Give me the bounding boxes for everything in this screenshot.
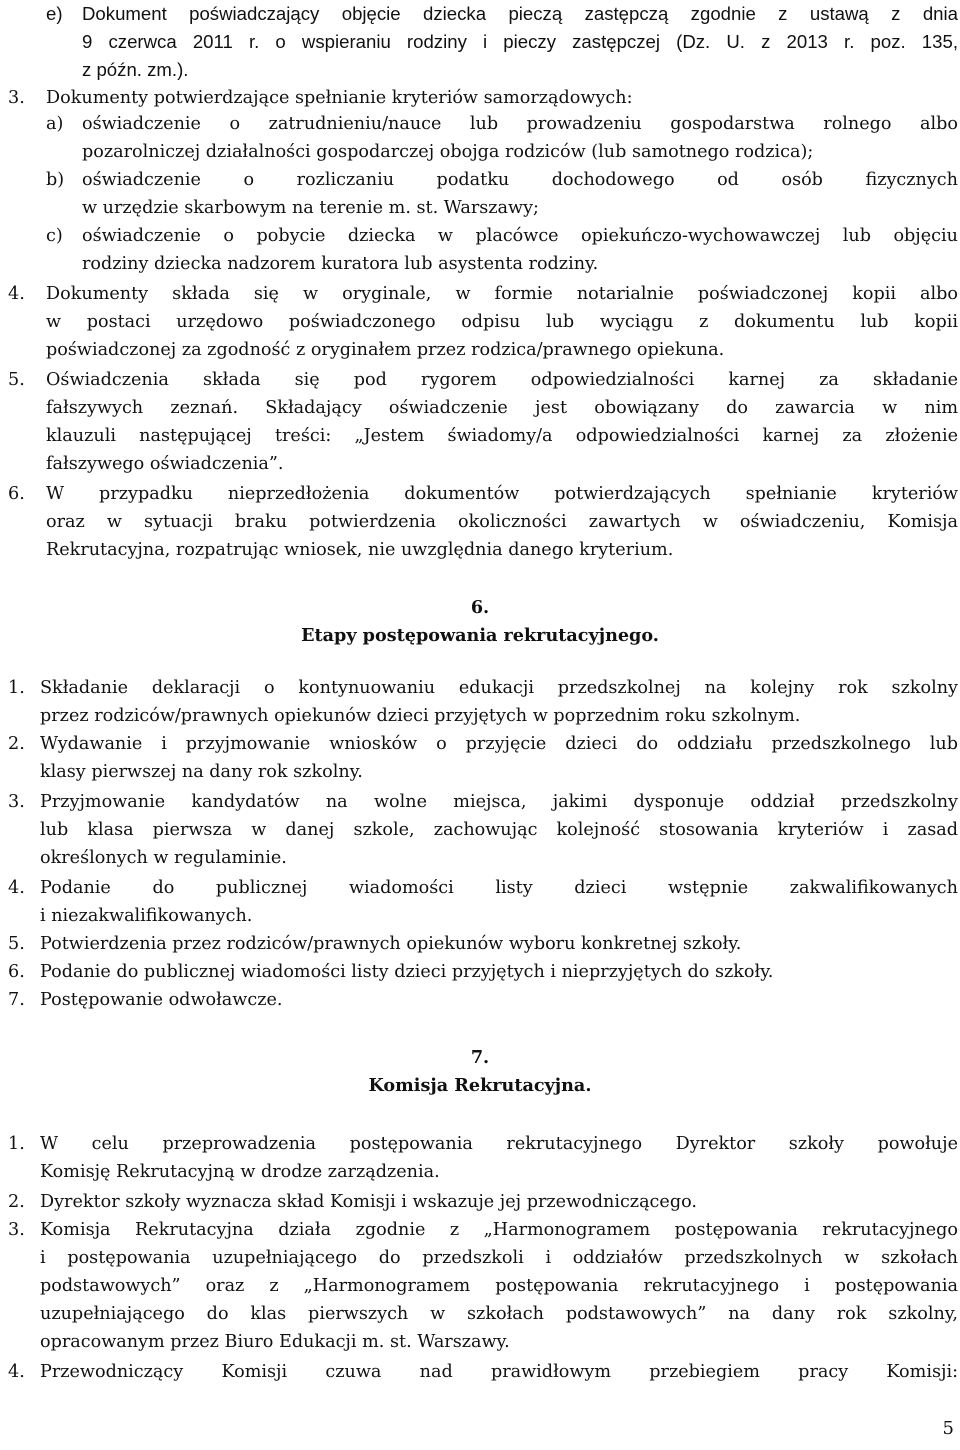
text-line: z późn. zm.).	[82, 59, 189, 80]
text-line: Dokument poświadczający objęcie dziecka pieczą zastępczą zgodnie z ustawą z dnia	[82, 3, 958, 24]
text-line: podstawowych” oraz z „Harmonogramem postępowania rekrutacyjnego i postępowania	[40, 1276, 958, 1296]
list-marker: b)	[46, 170, 65, 190]
list-marker: c)	[46, 226, 63, 246]
list-number: 3.	[8, 792, 25, 812]
text-line: Przyjmowanie kandydatów na wolne miejsca, jakimi dysponuje oddział przedszkolny	[40, 792, 958, 812]
text-line: klauzuli następującej treści: „Jestem świadomy/a odpowiedzialności karnej za złożenie	[46, 426, 958, 446]
paragraph-number: 5.	[8, 370, 25, 390]
text-line: Postępowanie odwoławcze.	[40, 990, 283, 1010]
list-number: 2.	[8, 1192, 25, 1212]
list-marker: e)	[46, 3, 63, 24]
text-line: w urzędzie skarbowym na terenie m. st. Warszawy;	[82, 198, 539, 218]
paragraph-number: 6.	[8, 484, 25, 504]
text-line: Dokumenty składa się w oryginale, w formie notarialnie poświadczonej kopii albo	[46, 284, 958, 304]
text-line: oświadczenie o rozliczaniu podatku dochodowego od osób fizycznych	[82, 170, 958, 190]
list-marker: a)	[46, 114, 64, 134]
text-line: i postępowania uzupełniającego do przedszkoli i oddziałów przedszkolnych w szkołach	[40, 1248, 958, 1268]
list-number: 1.	[8, 1134, 25, 1154]
text-line: pozarolniczej działalności gospodarczej obojga rodziców (lub samotnego rodzica);	[82, 142, 814, 162]
list-number: 4.	[8, 878, 25, 898]
paragraph-number: 3.	[8, 88, 25, 108]
text-line: rodziny dziecka nadzorem kuratora lub asystenta rodziny.	[82, 254, 599, 274]
list-number: 3.	[8, 1220, 25, 1240]
paragraph-number: 4.	[8, 284, 25, 304]
list-number: 5.	[8, 934, 25, 954]
text-line: klasy pierwszej na dany rok szkolny.	[40, 762, 363, 782]
section-title: Etapy postępowania rekrutacyjnego.	[301, 625, 659, 646]
text-line: Rekrutacyjna, rozpatrując wniosek, nie uwzględnia danego kryterium.	[46, 540, 674, 560]
text-line: oświadczenie o pobycie dziecka w placówce opiekuńczo-wychowawczej lub objęciu	[82, 226, 958, 246]
text-line: Potwierdzenia przez rodziców/prawnych opiekunów wyboru konkretnej szkoły.	[40, 934, 742, 954]
text-line: oświadczenie o zatrudnieniu/nauce lub prowadzeniu gospodarstwa rolnego albo	[82, 114, 958, 134]
section-number: 6.	[470, 597, 490, 618]
text-line: Składanie deklaracji o kontynuowaniu edukacji przedszkolnej na kolejny rok szkolny	[40, 678, 958, 698]
text-line: określonych w regulaminie.	[40, 848, 287, 868]
text-line: Komisję Rekrutacyjną w drodze zarządzenia.	[40, 1162, 440, 1182]
text-line: lub klasa pierwsza w danej szkole, zachowując kolejność stosowania kryteriów i zasad	[40, 820, 958, 840]
text-line: Wydawanie i przyjmowanie wniosków o przyjęcie dzieci do oddziału przedszkolnego lub	[40, 734, 958, 754]
text-line: fałszywych zeznań. Składający oświadczenie jest obowiązany do zawarcia w nim	[46, 398, 958, 418]
text-line: Podanie do publicznej wiadomości listy dzieci wstępnie zakwalifikowanych	[40, 878, 958, 898]
text-line: Oświadczenia składa się pod rygorem odpowiedzialności karnej za składanie	[46, 370, 958, 390]
page-number: 5	[942, 1418, 954, 1439]
list-number: 7.	[8, 990, 25, 1010]
text-line: Podanie do publicznej wiadomości listy dzieci przyjętych i nieprzyjętych do szkoły.	[40, 962, 774, 982]
text-line: fałszywego oświadczenia”.	[46, 454, 284, 474]
text-line: i niezakwalifikowanych.	[40, 906, 253, 926]
text-line: poświadczonej za zgodność z oryginałem przez rodzica/prawnego opiekuna.	[46, 340, 725, 360]
text-line: W celu przeprowadzenia postępowania rekrutacyjnego Dyrektor szkoły powołuje	[40, 1134, 958, 1154]
section-title: Komisja Rekrutacyjna.	[368, 1075, 592, 1096]
list-number: 6.	[8, 962, 25, 982]
list-number: 2.	[8, 734, 25, 754]
text-line: W przypadku nieprzedłożenia dokumentów potwierdzających spełnianie kryteriów	[46, 484, 958, 504]
text-line: Komisja Rekrutacyjna działa zgodnie z „Harmonogramem postępowania rekrutacyjnego	[40, 1220, 958, 1240]
text-line: Dyrektor szkoły wyznacza skład Komisji i wskazuje jej przewodniczącego.	[40, 1192, 697, 1212]
text-line: przez rodziców/prawnych opiekunów dzieci przyjętych w poprzednim roku szkolnym.	[40, 706, 801, 726]
text-line: oraz w sytuacji braku potwierdzenia okoliczności zawartych w oświadczeniu, Komisja	[46, 512, 958, 532]
text-line: opracowanym przez Biuro Edukacji m. st. Warszawy.	[40, 1332, 510, 1352]
text-line: 9 czerwca 2011 r. o wspieraniu rodziny i pieczy zastępczej (Dz. U. z 2013 r. poz. 135,	[82, 31, 958, 52]
text-line: Dokumenty potwierdzające spełnianie kryteriów samorządowych:	[46, 88, 633, 108]
text-line: Przewodniczący Komisji czuwa nad prawidłowym przebiegiem pracy Komisji:	[40, 1362, 958, 1382]
text-line: uzupełniającego do klas pierwszych w szkołach podstawowych” na dany rok szkolny,	[40, 1304, 958, 1324]
list-number: 4.	[8, 1362, 25, 1382]
list-number: 1.	[8, 678, 25, 698]
section-number: 7.	[470, 1047, 490, 1068]
text-line: w postaci urzędowo poświadczonego odpisu lub wyciągu z dokumentu lub kopii	[46, 312, 958, 332]
